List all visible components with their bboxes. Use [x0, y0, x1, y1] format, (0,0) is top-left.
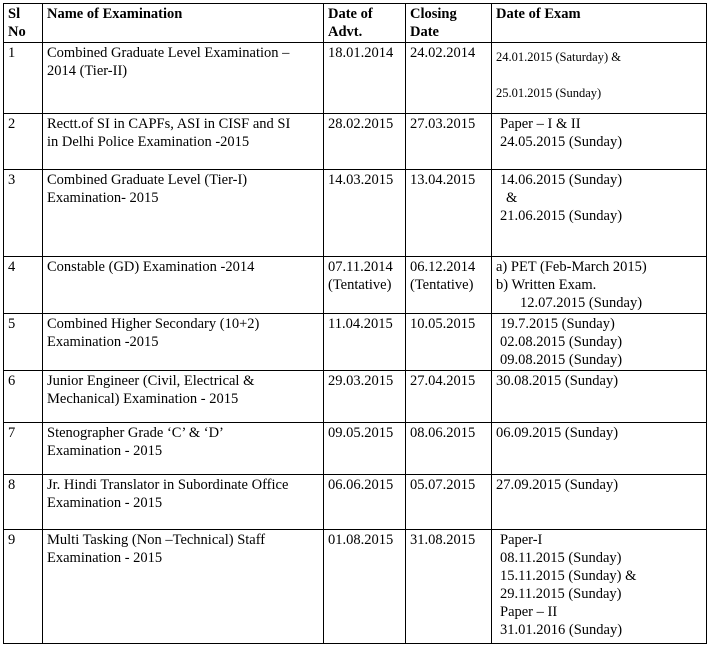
table-row — [4, 475, 707, 530]
sl-number: 4 — [8, 259, 16, 275]
sl-number-cell — [4, 43, 43, 114]
advt-date-line: 29.03.2015 — [328, 373, 394, 389]
exam-date-line: 24.05.2015 (Sunday) — [500, 134, 623, 150]
exam-name-line: Stenographer Grade ‘C’ & ‘D’ — [47, 425, 224, 441]
table-row — [4, 43, 707, 114]
closing-date-line: 24.02.2014 — [410, 45, 476, 61]
closing-date-cell — [406, 475, 492, 530]
advt-date-line: 28.02.2015 — [328, 116, 394, 132]
exam-date-cell — [492, 170, 707, 257]
advt-date-cell — [324, 114, 406, 170]
header-advt — [324, 4, 406, 43]
advt-date-line: 07.11.2014 — [328, 259, 393, 275]
header-sl — [4, 4, 43, 43]
exam-date-cell — [492, 530, 707, 644]
sl-number-cell — [4, 371, 43, 423]
table-row — [4, 170, 707, 257]
exam-date-line: 24.01.2015 (Saturday) & — [496, 50, 621, 64]
advt-date-cell — [324, 170, 406, 257]
exam-date-line: 02.08.2015 (Sunday) — [500, 334, 623, 350]
exam-name-cell — [43, 423, 324, 475]
exam-name-line: Combined Graduate Level Examination – — [47, 45, 290, 61]
exam-date-line: 15.11.2015 (Sunday) & — [500, 568, 637, 584]
exam-date-cell — [492, 475, 707, 530]
exam-name-line: Examination - 2015 — [47, 550, 163, 566]
sl-number-cell — [4, 475, 43, 530]
exam-date-line: 19.7.2015 (Sunday) — [500, 316, 615, 332]
table-row — [4, 314, 707, 371]
table-row — [4, 530, 707, 644]
exam-name-line: Combined Higher Secondary (10+2) — [47, 316, 260, 332]
table-row — [4, 114, 707, 170]
sl-number-cell — [4, 114, 43, 170]
sl-number-cell — [4, 257, 43, 314]
closing-date-cell — [406, 530, 492, 644]
exam-date-line: 06.09.2015 (Sunday) — [496, 425, 619, 441]
exam-date-cell — [492, 257, 707, 314]
exam-date-line: b) Written Exam. — [496, 277, 597, 293]
exam-date-line: 30.08.2015 (Sunday) — [496, 373, 619, 389]
advt-date-line: 06.06.2015 — [328, 477, 394, 493]
header-sl-line-2: No — [8, 24, 26, 40]
exam-name-line: Constable (GD) Examination -2014 — [47, 259, 255, 275]
header-sl-line-1: Sl — [8, 6, 21, 22]
advt-date-line: 14.03.2015 — [328, 172, 394, 188]
sl-number-cell — [4, 170, 43, 257]
header-advt-line-1: Date of — [328, 6, 373, 22]
advt-date-cell — [324, 43, 406, 114]
exam-name-line: Combined Graduate Level (Tier-I) — [47, 172, 248, 188]
exam-date-line: 14.06.2015 (Sunday) — [500, 172, 623, 188]
header-closing-line-2: Date — [410, 24, 439, 40]
exam-date-line: Paper – II — [500, 604, 558, 620]
exam-name-line: Mechanical) Examination - 2015 — [47, 391, 239, 407]
header-closing — [406, 4, 492, 43]
advt-date-cell — [324, 475, 406, 530]
exam-date-line: 09.08.2015 (Sunday) — [500, 352, 623, 368]
table-row — [4, 371, 707, 423]
advt-date-line: 11.04.2015 — [328, 316, 393, 332]
closing-date-cell — [406, 170, 492, 257]
exam-date-line: a) PET (Feb-March 2015) — [496, 259, 647, 275]
advt-date-line: 09.05.2015 — [328, 425, 394, 441]
exam-name-cell — [43, 257, 324, 314]
exam-date-line: 27.09.2015 (Sunday) — [496, 477, 619, 493]
sl-number: 3 — [8, 172, 16, 188]
advt-date-cell — [324, 371, 406, 423]
exam-name-line: Examination - 2015 — [47, 495, 163, 511]
sl-number: 2 — [8, 116, 16, 132]
sl-number-cell — [4, 423, 43, 475]
exam-date-cell — [492, 314, 707, 371]
sl-number-cell — [4, 530, 43, 644]
exam-name-cell — [43, 530, 324, 644]
table-row — [4, 423, 707, 475]
header-name — [43, 4, 324, 43]
exam-date-line: 29.11.2015 (Sunday) — [500, 586, 622, 602]
exam-name-cell — [43, 475, 324, 530]
exam-date-line: 08.11.2015 (Sunday) — [500, 550, 622, 566]
exam-date-line: 12.07.2015 (Sunday) — [520, 295, 643, 311]
header-advt-line-2: Advt. — [328, 24, 363, 40]
exam-name-cell — [43, 170, 324, 257]
closing-date-cell — [406, 43, 492, 114]
header-exam-text: Date of Exam — [496, 6, 581, 22]
header-exam — [492, 4, 707, 43]
table-row — [4, 257, 707, 314]
exam-name-line: Examination -2015 — [47, 334, 159, 350]
exam-date-line: 21.06.2015 (Sunday) — [500, 208, 623, 224]
closing-date-line: (Tentative) — [410, 277, 474, 293]
closing-date-line: 06.12.2014 — [410, 259, 476, 275]
exam-date-cell — [492, 423, 707, 475]
advt-date-cell — [324, 530, 406, 644]
advt-date-line: 18.01.2014 — [328, 45, 394, 61]
exam-name-line: Examination - 2015 — [47, 443, 163, 459]
exam-name-line: 2014 (Tier-II) — [47, 63, 128, 79]
sl-number: 9 — [8, 532, 16, 548]
closing-date-line: 08.06.2015 — [410, 425, 476, 441]
sl-number: 1 — [8, 45, 16, 61]
closing-date-line: 27.03.2015 — [410, 116, 476, 132]
sl-number: 8 — [8, 477, 16, 493]
exam-date-line — [496, 66, 702, 84]
exam-date-line: Paper-I — [500, 532, 543, 548]
header-closing-line-1: Closing — [410, 6, 457, 22]
sl-number: 7 — [8, 425, 16, 441]
exam-date-cell — [492, 371, 707, 423]
exam-name-line: Examination- 2015 — [47, 190, 159, 206]
exam-name-line: Junior Engineer (Civil, Electrical & — [47, 373, 255, 389]
advt-date-line: (Tentative) — [328, 277, 392, 293]
examination-schedule-table — [3, 3, 707, 644]
exam-name-cell — [43, 314, 324, 371]
exam-date-line: & — [506, 190, 518, 206]
closing-date-line: 27.04.2015 — [410, 373, 476, 389]
closing-date-cell — [406, 257, 492, 314]
closing-date-cell — [406, 114, 492, 170]
sl-number-cell — [4, 314, 43, 371]
exam-name-line: in Delhi Police Examination -2015 — [47, 134, 250, 150]
closing-date-line: 13.04.2015 — [410, 172, 476, 188]
exam-date-cell — [492, 43, 707, 114]
exam-date-line: Paper – I & II — [500, 116, 581, 132]
exam-name-line: Jr. Hindi Translator in Subordinate Office — [47, 477, 289, 493]
exam-name-line: Rectt.of SI in CAPFs, ASI in CISF and SI — [47, 116, 291, 132]
advt-date-cell — [324, 257, 406, 314]
exam-date-line: 25.01.2015 (Sunday) — [496, 86, 602, 100]
exam-name-cell — [43, 43, 324, 114]
sl-number: 5 — [8, 316, 16, 332]
exam-name-cell — [43, 114, 324, 170]
exam-name-line: Multi Tasking (Non –Technical) Staff — [47, 532, 266, 548]
exam-date-cell — [492, 114, 707, 170]
header-name-text: Name of Examination — [47, 6, 183, 22]
closing-date-cell — [406, 314, 492, 371]
closing-date-line: 05.07.2015 — [410, 477, 476, 493]
closing-date-cell — [406, 423, 492, 475]
sl-number: 6 — [8, 373, 16, 389]
advt-date-cell — [324, 423, 406, 475]
advt-date-line: 01.08.2015 — [328, 532, 394, 548]
header-row — [4, 4, 707, 43]
advt-date-cell — [324, 314, 406, 371]
exam-date-line: 31.01.2016 (Sunday) — [500, 622, 623, 638]
closing-date-line: 10.05.2015 — [410, 316, 476, 332]
closing-date-line: 31.08.2015 — [410, 532, 476, 548]
exam-name-cell — [43, 371, 324, 423]
closing-date-cell — [406, 371, 492, 423]
